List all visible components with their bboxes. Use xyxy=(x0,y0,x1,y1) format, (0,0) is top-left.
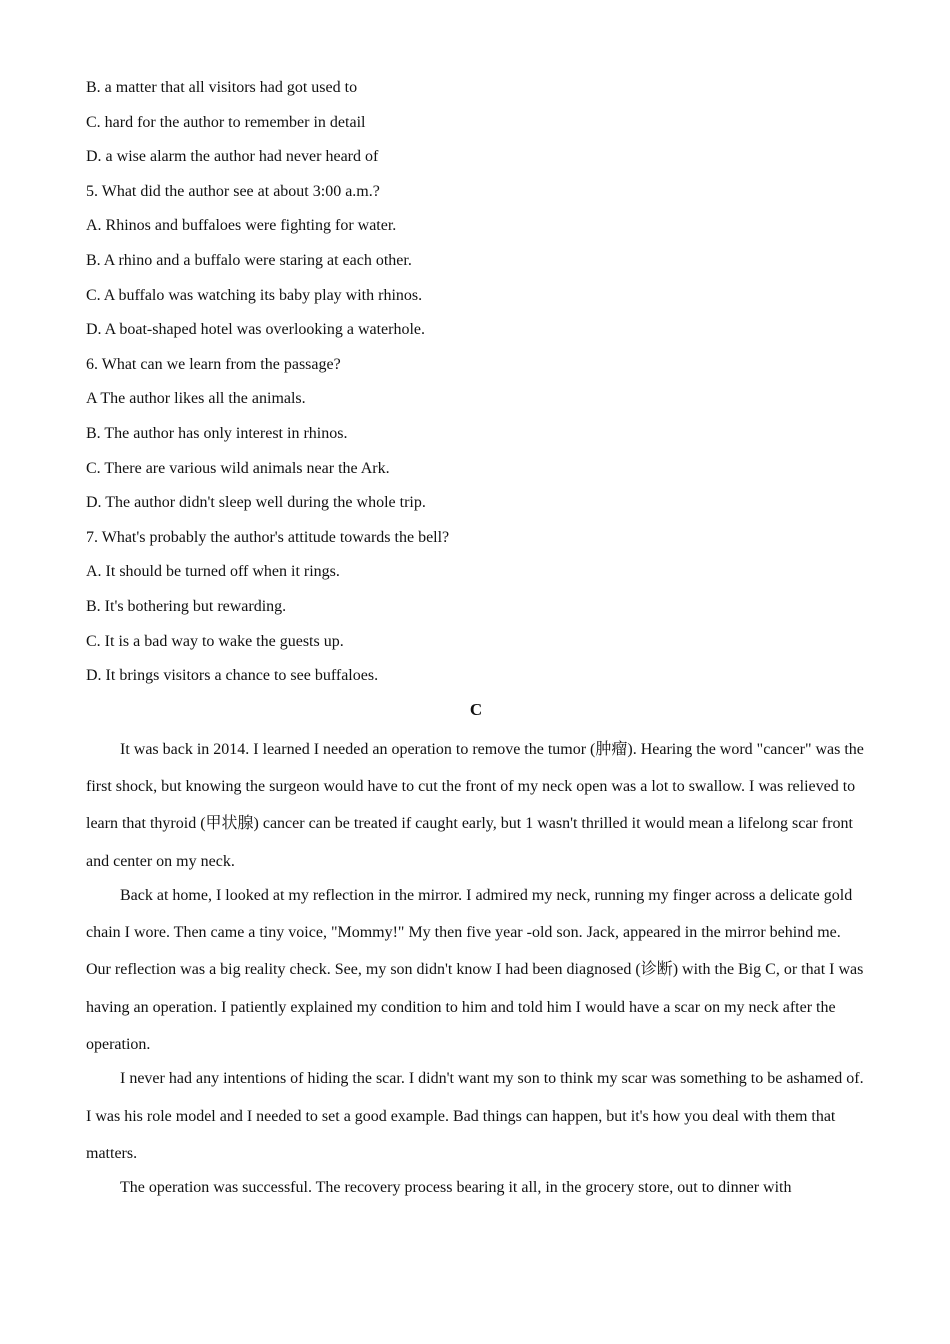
passage-paragraph: The operation was successful. The recovery process bearing it all, in the grocery store, out to dinner with xyxy=(120,1179,792,1197)
answer-option: C. It is a bad way to wake the guests up. xyxy=(86,632,344,650)
answer-option: C. hard for the author to remember in detail xyxy=(86,113,366,131)
section-title: C xyxy=(469,699,483,719)
passage-paragraph: I never had any intentions of hiding the scar. I didn't want my son to think my scar was something to be ashamed of. I was his role model and I needed to set a good example. Bad things can happen, but it's how you deal with them that matters. xyxy=(86,1070,864,1162)
answer-option: D. a wise alarm the author had never heard of xyxy=(86,148,379,166)
question-7: 7. What's probably the author's attitude towards the bell? xyxy=(86,528,450,546)
answer-option: A The author likes all the animals. xyxy=(86,390,306,408)
answer-option: B. A rhino and a buffalo were staring at each other. xyxy=(86,251,412,269)
question-5: 5. What did the author see at about 3:00 a.m.? xyxy=(86,182,380,200)
passage-paragraph: Back at home, I looked at my reflection in the mirror. I admired my neck, running my finger across a delicate gold chain I wore. Then came a tiny voice, "Mommy!" My then five year -old son. Jack, appeared in the mirror behind me. Our reflection was a big reality check. See, my son didn't know I had been diagnosed (诊断) with the Big C, or that I was having an operation. I patiently explained my condition to him and told him I would have a scar on my neck after the operation. xyxy=(86,886,864,1054)
answer-option: B. a matter that all visitors had got used to xyxy=(86,79,358,96)
answer-option: D. A boat-shaped hotel was overlooking a waterhole. xyxy=(86,321,426,339)
answer-option: A. It should be turned off when it rings. xyxy=(86,563,340,581)
answer-option: D. It brings visitors a chance to see buffaloes. xyxy=(86,667,379,685)
answer-option: B. It's bothering but rewarding. xyxy=(86,597,287,615)
answer-option: B. The author has only interest in rhinos. xyxy=(86,424,348,442)
answer-option: A. Rhinos and buffaloes were fighting for water. xyxy=(86,217,397,235)
passage-paragraph: It was back in 2014. I learned I needed an operation to remove the tumor (肿瘤). Hearing the word "cancer" was the first shock, but knowing the surgeon would have to cut the front of my neck open was a lot to swallow. I was relieved to learn that thyroid (甲状腺) cancer can be treated if caught early, but 1 wasn't thrilled it would mean a lifelong scar front and center on my neck. xyxy=(86,740,864,870)
document-page xyxy=(86,78,866,1204)
question-6: 6. What can we learn from the passage? xyxy=(86,355,341,373)
answer-option: C. There are various wild animals near the Ark. xyxy=(86,459,390,477)
answer-option: D. The author didn't sleep well during the whole trip. xyxy=(86,494,426,512)
answer-option: C. A buffalo was watching its baby play with rhinos. xyxy=(86,286,423,304)
